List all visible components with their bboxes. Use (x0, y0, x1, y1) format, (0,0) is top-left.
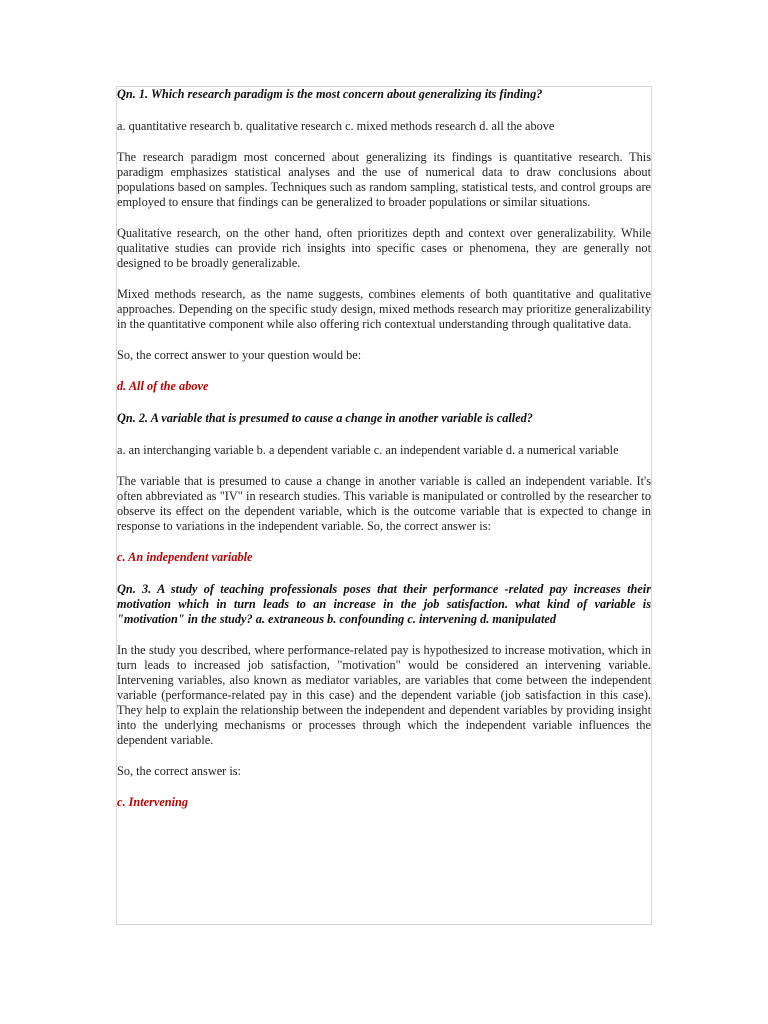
question-1-lead: So, the correct answer to your question would be: (117, 348, 362, 362)
question-3-answer: c. Intervening (117, 795, 189, 809)
question-1-paragraph-3: Mixed methods research, as the name suggests, combines elements of both quantitative and qualitative approaches. Depending on the specific study design, mixed methods research may prioritize generalizability in the quantitative component while also offering rich contextual understanding through qualitative data. (117, 287, 651, 331)
question-1: Qn. 1. Which research paradigm is the most concern about generalizing its finding? (117, 87, 543, 101)
question-1-options: a. quantitative research b. qualitative research c. mixed methods research d. all the above (117, 119, 555, 133)
question-3-lead: So, the correct answer is: (117, 764, 241, 778)
question-2-options: a. an interchanging variable b. a dependent variable c. an independent variable d. a numerical variable (117, 443, 619, 457)
question-1-paragraph-2: Qualitative research, on the other hand, often prioritizes depth and context over generalizability. While qualitative studies can provide rich insights into specific cases or phenomena, they are generally not designed to be broadly generalizable. (117, 226, 651, 270)
question-2-answer: c. An independent variable (117, 550, 253, 564)
document-content (117, 87, 651, 826)
question-2: Qn. 2. A variable that is presumed to cause a change in another variable is called? (117, 411, 533, 425)
question-3-paragraph-1: In the study you described, where performance-related pay is hypothesized to increase motivation, which in turn leads to increased job satisfaction, "motivation" would be considered an intervening variable. Intervening variables, also known as mediator variables, are variables that come between the independent variable (performance-related pay in this case) and the dependent variable (job satisfaction in this case). They help to explain the relationship between the independent and dependent variables by providing insight into the underlying mechanisms or processes through which the independent variable influences the dependent variable. (117, 643, 651, 747)
question-3: Qn. 3. A study of teaching professionals poses that their performance -related pay increases their motivation which in turn leads to an increase in the job satisfaction. what kind of variable is "motivation" in the study? a. extraneous b. confounding c. intervening d. manipulated (117, 582, 651, 626)
question-1-answer: d. All of the above (117, 379, 209, 393)
question-1-paragraph-1: The research paradigm most concerned about generalizing its findings is quantitative research. This paradigm emphasizes statistical analyses and the use of numerical data to draw conclusions about populations based on samples. Techniques such as random sampling, statistical tests, and control groups are employed to ensure that findings can be generalized to broader populations or similar situations. (117, 150, 651, 209)
question-2-paragraph-1: The variable that is presumed to cause a change in another variable is called an independent variable. It's often abbreviated as "IV" in research studies. This variable is manipulated or controlled by the researcher to observe its effect on the dependent variable, which is the outcome variable that is expected to change in response to variations in the independent variable. So, the correct answer is: (117, 474, 651, 533)
